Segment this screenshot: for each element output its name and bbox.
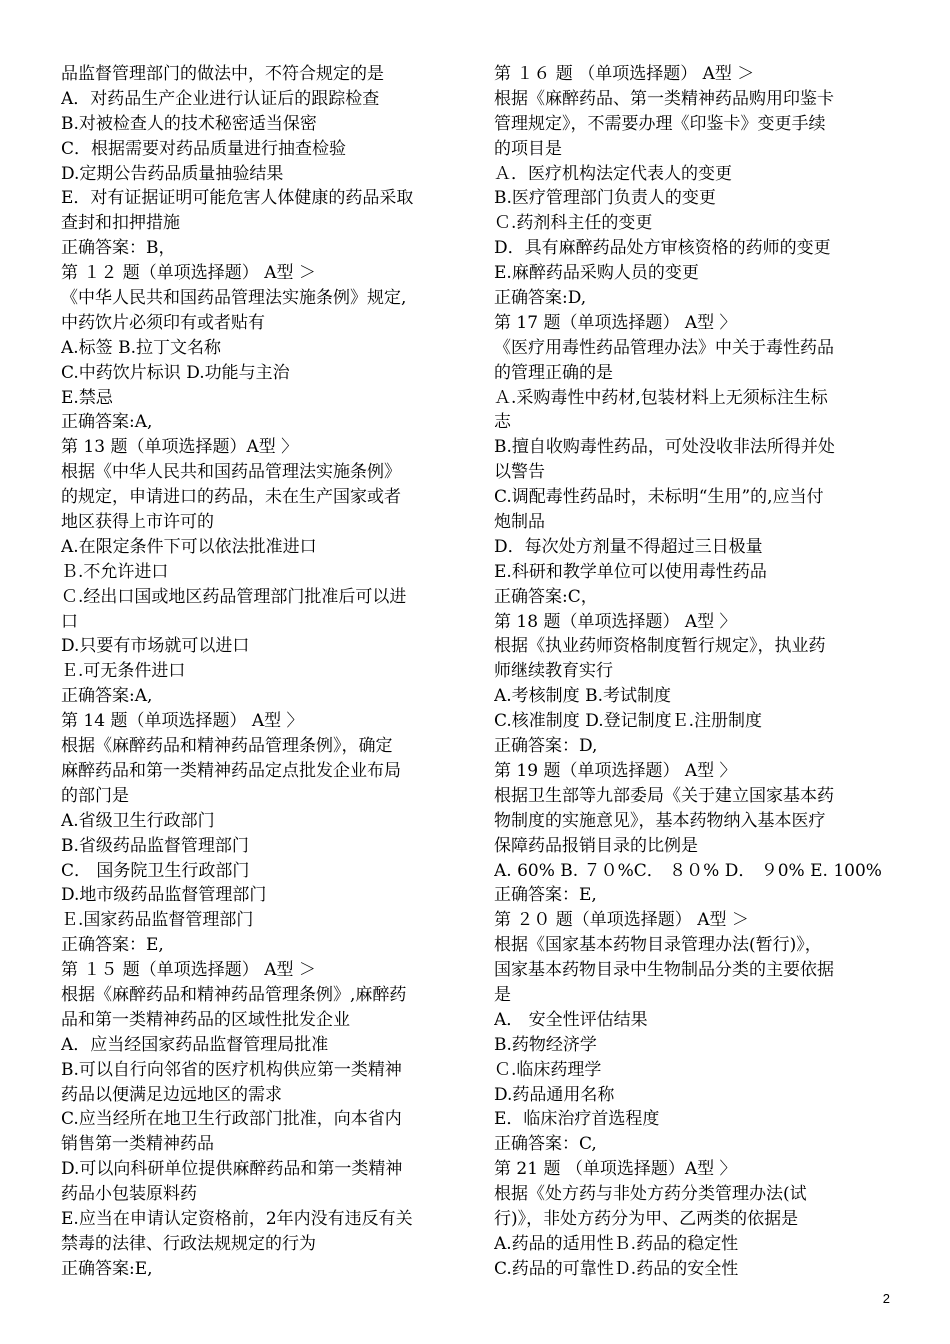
option-line: Ｃ.临床药理学 [494, 1059, 602, 1080]
question-header: 第 １２ 题（单项选择题） A型 ＞ [61, 263, 316, 284]
option-line: B.可以自行向邻省的医疗机构供应第一类精神 [61, 1059, 402, 1080]
option-line: Ｃ.药剂科主任的变更 [494, 213, 653, 234]
text-line: 根据《中华人民共和国药品管理法实施条例》 [61, 462, 401, 483]
text-line: 的规定，申请进口的药品，未在生产国家或者 [61, 487, 401, 508]
option-line: A.药品的适用性Ｂ.药品的稳定性 [494, 1233, 739, 1254]
option-line: C.调配毒性药品时，未标明“生用”的,应当付 [494, 487, 824, 508]
option-line: E.科研和教学单位可以使用毒性药品 [494, 561, 767, 582]
option-line: B.医疗管理部门负责人的变更 [494, 188, 716, 209]
option-line: C.药品的可靠性Ｄ.药品的安全性 [494, 1258, 739, 1279]
answer-line: 正确答案:A, [61, 686, 153, 707]
option-line: C.应当经所在地卫生行政部门批准，向本省内 [61, 1109, 402, 1130]
answer-line: 正确答案:C， [494, 586, 598, 607]
text-line: 炮制品 [494, 512, 545, 533]
option-line: E.禁忌 [61, 387, 113, 408]
text-line: 地区获得上市许可的 [61, 512, 214, 533]
question-header: 第 13 题（单项选择题）A型 〉 [61, 437, 299, 458]
text-line: 以警告 [494, 462, 545, 483]
text-line: 根据《处方药与非处方药分类管理办法(试 [494, 1184, 807, 1205]
option-line: B.擅自收购毒性药品，可处没收非法所得并处 [494, 437, 835, 458]
text-line: 根据《国家基本药物目录管理办法(暂行)》， [494, 935, 822, 956]
option-line: A. 60% B. ７０%C． ８０% D． ９0% E. 100% [494, 860, 882, 881]
answer-line: 正确答案：D, [494, 736, 598, 757]
text-line: 根据《麻醉药品、第一类精神药品购用印鉴卡 [494, 88, 834, 109]
answer-line: 正确答案:E, [61, 1258, 153, 1279]
text-line: 根据《麻醉药品和精神药品管理条例》，确定 [61, 736, 393, 757]
text-line: 品监督管理部门的做法中，不符合规定的是 [61, 64, 384, 84]
question-header: 第 18 题（单项选择题） A型 〉 [494, 611, 737, 632]
question-header: 第 １６ 题 （单项选择题） A型 ＞ [494, 64, 755, 84]
question-header: 第 14 题（单项选择题） A型 〉 [61, 711, 304, 732]
text-line: 口 [61, 611, 78, 632]
text-line: 根据《执业药师资格制度暂行规定》，执业药 [494, 636, 826, 657]
text-line: 药品小包装原料药 [61, 1184, 197, 1205]
page-number: 2 [882, 1291, 890, 1306]
text-line: 师继续教育实行 [494, 661, 613, 682]
text-line: 国家基本药物目录中生物制品分类的主要依据 [494, 960, 834, 981]
option-line: A.省级卫生行政部门 [61, 810, 215, 831]
option-line: D.只要有市场就可以进口 [61, 636, 250, 657]
answer-line: 正确答案：B， [61, 238, 176, 259]
option-line: A.考核制度 B.考试制度 [494, 686, 671, 707]
right-column [494, 62, 894, 1282]
text-line: 中药饮片必须印有或者贴有 [61, 312, 265, 333]
text-line: 麻醉药品和第一类精神药品定点批发企业布局 [61, 760, 401, 781]
text-line: D.定期公告药品质量抽验结果 [61, 163, 284, 184]
option-line: A.标签 B.拉丁文名称 [61, 337, 221, 358]
text-line: 根据《麻醉药品和精神药品管理条例》,麻醉药 [61, 984, 407, 1005]
answer-line: 正确答案:A, [61, 412, 153, 433]
text-line: 《医疗用毒性药品管理办法》中关于毒性药品 [494, 337, 834, 358]
option-line: Ａ.采购毒性中药材,包装材料上无须标注生标 [494, 387, 828, 408]
option-line: A.在限定条件下可以依法批准进口 [61, 536, 317, 557]
option-line: A．应当经国家药品监督管理局批准 [61, 1034, 329, 1055]
option-line: B.省级药品监督管理部门 [61, 835, 249, 856]
question-header: 第 21 题 （单项选择题）A型 〉 [494, 1159, 737, 1180]
left-column [61, 62, 461, 1282]
option-line: Ａ．医疗机构法定代表人的变更 [494, 163, 732, 184]
text-line: 根据卫生部等九部委局《关于建立国家基本药 [494, 785, 834, 806]
question-header: 第 １５ 题（单项选择题） A型 ＞ [61, 960, 316, 981]
answer-line: 正确答案：E, [61, 935, 164, 956]
answer-line: 正确答案:D, [494, 288, 587, 309]
option-line: A． 安全性评估结果 [494, 1009, 648, 1030]
option-line: D.药品通用名称 [494, 1084, 615, 1105]
option-line: E.麻醉药品采购人员的变更 [494, 263, 699, 284]
text-line: 的管理正确的是 [494, 362, 613, 383]
text-line: 物制度的实施意见》，基本药物纳入基本医疗 [494, 810, 826, 831]
text-line: 药品以便满足边远地区的需求 [61, 1084, 282, 1105]
text-line: C．根据需要对药品质量进行抽查检验 [61, 138, 347, 159]
text-line: 查封和扣押措施 [61, 213, 180, 234]
question-header: 第 ２０ 题（单项选择题） A型 ＞ [494, 910, 749, 931]
option-line: E．临床治疗首选程度 [494, 1109, 660, 1130]
option-line: D．每次处方剂量不得超过三日极量 [494, 536, 763, 557]
text-line: 保障药品报销目录的比例是 [494, 835, 698, 856]
text-line: E．对有证据证明可能危害人体健康的药品采取 [61, 188, 414, 209]
text-line: 管理规定》，不需要办理《印鉴卡》变更手续 [494, 113, 826, 134]
option-line: C． 国务院卫生行政部门 [61, 860, 250, 881]
question-header: 第 17 题（单项选择题） A型 〉 [494, 312, 737, 333]
text-line: 禁毒的法律、行政法规规定的行为 [61, 1233, 316, 1254]
text-line: B.对被检查人的技术秘密适当保密 [61, 113, 317, 134]
option-line: C.中药饮片标识 D.功能与主治 [61, 362, 290, 383]
option-line: C.核准制度 D.登记制度Ｅ.注册制度 [494, 711, 763, 732]
text-line: 是 [494, 984, 511, 1005]
answer-line: 正确答案：E, [494, 885, 597, 906]
text-line: 销售第一类精神药品 [61, 1134, 214, 1155]
option-line: Ｂ.不允许进口 [61, 561, 169, 582]
option-line: Ｃ.经出口国或地区药品管理部门批准后可以进 [61, 586, 407, 607]
text-line: 的部门是 [61, 785, 129, 806]
text-line: A．对药品生产企业进行认证后的跟踪检查 [61, 88, 380, 109]
option-line: E.应当在申请认定资格前，2年内没有违反有关 [61, 1208, 413, 1229]
text-line: 行)》，非处方药分为甲、乙两类的依据是 [494, 1208, 799, 1229]
option-line: B.药物经济学 [494, 1034, 597, 1055]
option-line: Ｅ.国家药品监督管理部门 [61, 910, 254, 931]
question-header: 第 19 题（单项选择题） A型 〉 [494, 760, 737, 781]
option-line: D．具有麻醉药品处方审核资格的药师的变更 [494, 238, 831, 259]
option-line: D.地市级药品监督管理部门 [61, 885, 267, 906]
answer-line: 正确答案：C, [494, 1134, 597, 1155]
text-line: 志 [494, 412, 511, 433]
text-line: 的项目是 [494, 138, 562, 159]
text-line: 品和第一类精神药品的区域性批发企业 [61, 1009, 350, 1030]
option-line: Ｅ.可无条件进口 [61, 661, 186, 682]
option-line: D.可以向科研单位提供麻醉药品和第一类精神 [61, 1159, 403, 1180]
text-line: 《中华人民共和国药品管理法实施条例》规定, [61, 288, 407, 309]
